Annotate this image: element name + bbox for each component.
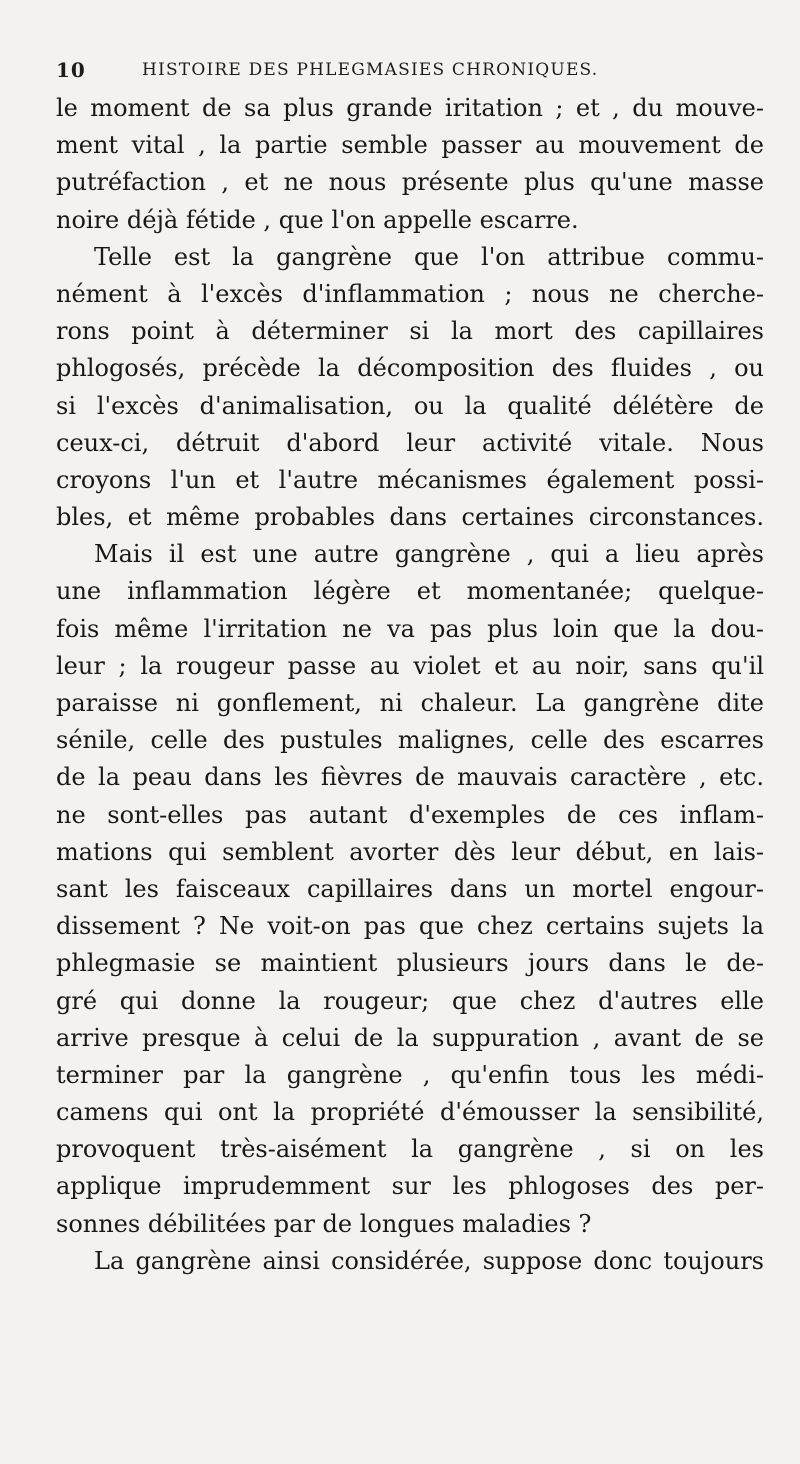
text-line: mations qui semblent avorter dès leur début, en lais- xyxy=(56,837,764,866)
page-header xyxy=(56,58,756,88)
text-line: une inflammation légère et momentanée; quelque- xyxy=(56,577,764,606)
text-line: phlegmasie se maintient plusieurs jours dans le de- xyxy=(56,949,764,978)
text-line: ne sont-elles pas autant d'exemples de ces inflam- xyxy=(56,800,764,829)
text-line: applique imprudemment sur les phlogoses des per- xyxy=(56,1172,764,1201)
text-line: terminer par la gangrène , qu'enfin tous les médi- xyxy=(56,1060,764,1089)
text-line: fois même l'irritation ne va pas plus loin que la dou- xyxy=(56,614,764,643)
text-line: sant les faisceaux capillaires dans un mortel engour- xyxy=(56,874,764,903)
text-line: croyons l'un et l'autre mécanismes également possi- xyxy=(56,465,764,494)
text-line: de la peau dans les fièvres de mauvais caractère , etc. xyxy=(56,763,764,792)
text-line: rons point à déterminer si la mort des capillaires xyxy=(56,317,764,346)
text-line: La gangrène ainsi considérée, suppose donc toujours xyxy=(94,1246,764,1275)
text-line: noire déjà fétide , que l'on appelle escarre. xyxy=(56,205,579,234)
text-line: Mais il est une autre gangrène , qui a lieu après xyxy=(94,540,764,569)
body-text xyxy=(56,90,764,1280)
text-line: dissement ? Ne voit-on pas que chez certains sujets la xyxy=(56,912,764,941)
text-line: paraisse ni gonflement, ni chaleur. La gangrène dite xyxy=(56,689,764,717)
text-line: ment vital , la partie semble passer au mouvement de xyxy=(56,131,764,160)
text-line: phlogosés, précède la décomposition des fluides , ou xyxy=(56,354,764,383)
text-line: gré qui donne la rougeur; que chez d'autres elle xyxy=(56,986,764,1015)
text-line: Telle est la gangrène que l'on attribue commu- xyxy=(94,242,764,271)
text-line: si l'excès d'animalisation, ou la qualité délétère de xyxy=(56,391,764,420)
text-line: provoquent très-aisément la gangrène , si on les xyxy=(56,1135,764,1164)
text-line: camens qui ont la propriété d'émousser la sensibilité, xyxy=(56,1098,764,1127)
text-line: sonnes débilitées par de longues maladies ? xyxy=(56,1209,592,1238)
text-line: bles, et même probables dans certaines circonstances. xyxy=(56,503,764,532)
text-line: ceux-ci, détruit d'abord leur activité vitale. Nous xyxy=(56,428,764,457)
text-line: nément à l'excès d'inflammation ; nous ne cherche- xyxy=(56,279,764,308)
text-line: leur ; la rougeur passe au violet et au noir, sans qu'il xyxy=(56,651,764,680)
text-line: putréfaction , et ne nous présente plus qu'une masse xyxy=(56,168,764,197)
text-line: sénile, celle des pustules malignes, celle des escarres xyxy=(56,726,764,755)
text-line: arrive presque à celui de la suppuration , avant de se xyxy=(56,1023,764,1052)
text-line: le moment de sa plus grande iritation ; et , du mouve- xyxy=(56,94,764,122)
running-title: HISTOIRE DES PHLEGMASIES CHRONIQUES. xyxy=(142,60,599,80)
page-number: 10 xyxy=(56,58,86,82)
